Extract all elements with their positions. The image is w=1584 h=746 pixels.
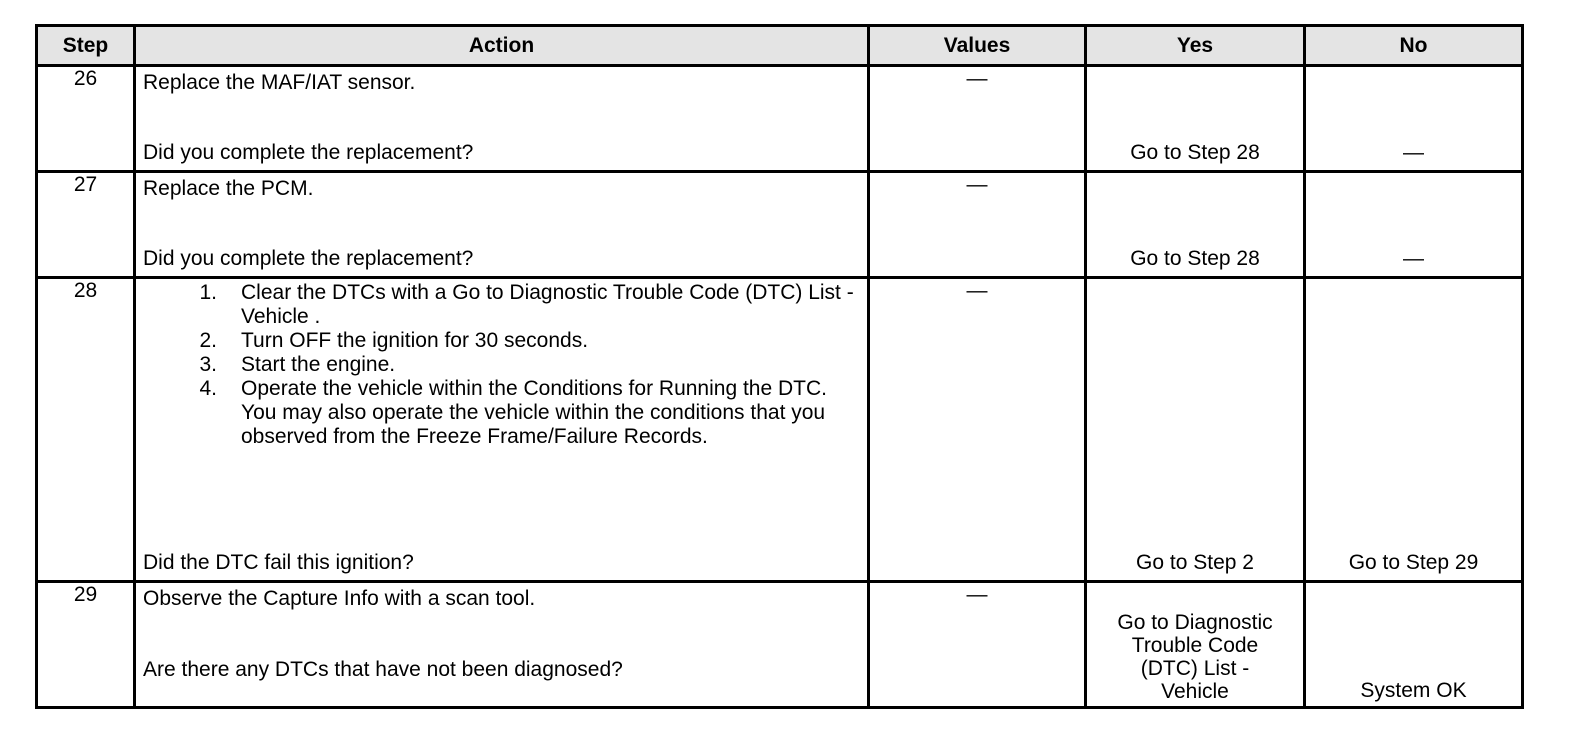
action-cell: [135, 172, 869, 278]
question-text: Did you complete the replacement?: [143, 247, 474, 270]
list-item: [199, 377, 861, 449]
table-row: [37, 278, 1523, 582]
values-cell: —: [869, 582, 1086, 708]
table-row: [37, 172, 1523, 278]
header-yes: Yes: [1086, 26, 1305, 66]
list-text: Operate the vehicle within the Conditions for Running the DTC. You may also operate the vehicle within the conditions that you observed from the Freeze Frame/Failure Records.: [241, 377, 827, 448]
values-cell: —: [869, 66, 1086, 172]
no-cell: [1305, 172, 1523, 278]
yes-link-step-28[interactable]: Go to Step 28: [1130, 141, 1260, 164]
yes-line: Trouble Code: [1131, 634, 1259, 657]
yes-cell: [1086, 172, 1305, 278]
step-number: 29: [37, 582, 135, 708]
list-number: 2.: [199, 329, 217, 352]
list-item: [199, 353, 861, 377]
yes-line: Go to Diagnostic: [1117, 611, 1273, 634]
list-item: [199, 281, 861, 329]
yes-cell: [1086, 278, 1305, 582]
table-row: [37, 582, 1523, 708]
step-number: 26: [37, 66, 135, 172]
yes-link-dtc-list[interactable]: [1087, 611, 1303, 703]
list-item: [199, 329, 861, 353]
header-row: [37, 26, 1523, 66]
yes-line: (DTC) List -: [1140, 657, 1250, 680]
instruction-text: Observe the Capture Info with a scan tool.: [143, 587, 536, 610]
yes-cell: [1086, 66, 1305, 172]
table-row: [37, 66, 1523, 172]
no-cell: [1305, 278, 1523, 582]
no-cell: [1305, 582, 1523, 708]
list-number: 4.: [199, 377, 217, 400]
list-text: Clear the DTCs with a Go to Diagnostic Trouble Code (DTC) List - Vehicle .: [241, 281, 854, 328]
no-answer: System OK: [1360, 679, 1467, 702]
header-action: Action: [135, 26, 869, 66]
question-text: Did the DTC fail this ignition?: [143, 551, 414, 574]
list-number: 3.: [199, 353, 217, 376]
step-number: 27: [37, 172, 135, 278]
header-values: Values: [869, 26, 1086, 66]
no-answer: —: [1403, 141, 1424, 164]
yes-line: Vehicle: [1161, 680, 1229, 703]
list-text: Turn OFF the ignition for 30 seconds.: [241, 329, 589, 352]
yes-link-step-2[interactable]: Go to Step 2: [1136, 551, 1254, 574]
yes-cell: [1086, 582, 1305, 708]
no-answer: —: [1403, 247, 1424, 270]
question-text: Are there any DTCs that have not been diagnosed?: [143, 658, 623, 681]
no-cell: [1305, 66, 1523, 172]
list-number: 1.: [199, 281, 217, 304]
list-text: Start the engine.: [241, 353, 396, 376]
instruction-text: Replace the MAF/IAT sensor.: [143, 71, 416, 94]
diagnostic-table: [35, 24, 1524, 709]
yes-link-step-28[interactable]: Go to Step 28: [1130, 247, 1260, 270]
header-no: No: [1305, 26, 1523, 66]
action-cell: [135, 582, 869, 708]
no-link-step-29[interactable]: Go to Step 29: [1348, 551, 1479, 574]
question-text: Did you complete the replacement?: [143, 141, 474, 164]
action-cell: [135, 66, 869, 172]
instruction-list: [143, 281, 861, 449]
instruction-text: Replace the PCM.: [143, 177, 314, 200]
numbered-steps: [143, 281, 861, 449]
step-number: 28: [37, 278, 135, 582]
values-cell: —: [869, 278, 1086, 582]
header-step: Step: [37, 26, 135, 66]
values-cell: —: [869, 172, 1086, 278]
action-cell: [135, 278, 869, 582]
